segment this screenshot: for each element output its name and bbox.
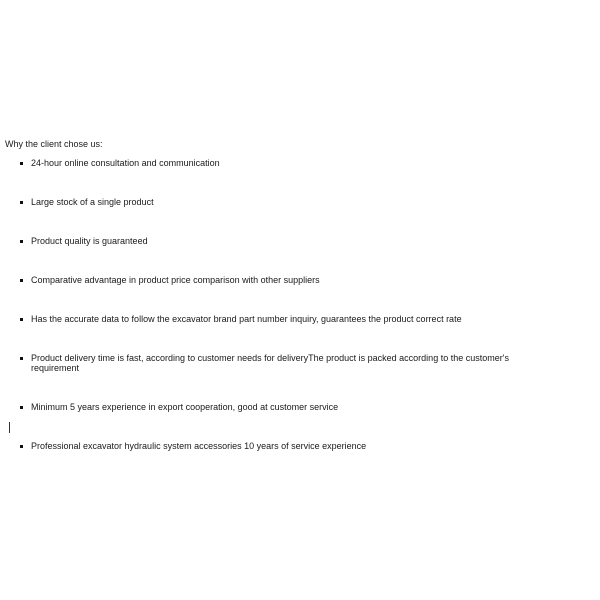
list-item [5, 353, 536, 373]
square-bullet-icon [20, 162, 23, 165]
list-item [5, 236, 536, 246]
reasons-list [5, 158, 565, 451]
list-item-text: Product delivery time is fast, according to customer needs for deliveryThe product is packed according to the customer's requirement [31, 353, 509, 373]
list-item [5, 275, 536, 285]
square-bullet-icon [20, 201, 23, 204]
list-item [5, 314, 536, 324]
document-body [5, 139, 565, 451]
square-bullet-icon [20, 445, 23, 448]
square-bullet-icon [20, 406, 23, 409]
list-item-text: 24-hour online consultation and communication [31, 158, 220, 168]
list-item-text: Product quality is guaranteed [31, 236, 148, 246]
list-item-text: Large stock of a single product [31, 197, 154, 207]
list-item-text: Minimum 5 years experience in export cooperation, good at customer service [31, 402, 339, 412]
list-item [5, 402, 536, 412]
square-bullet-icon [20, 279, 23, 282]
intro-text: Why the client chose us: [5, 139, 103, 149]
list-item-text: Professional excavator hydraulic system accessories 10 years of service experience [31, 441, 367, 451]
square-bullet-icon [20, 318, 23, 321]
square-bullet-icon [20, 357, 23, 360]
text-cursor[interactable] [9, 422, 10, 433]
list-item-text: Comparative advantage in product price comparison with other suppliers [31, 275, 320, 285]
list-item [5, 158, 536, 168]
list-item-text: Has the accurate data to follow the excavator brand part number inquiry, guarantees the product correct rate [31, 314, 462, 324]
list-item [5, 197, 536, 207]
square-bullet-icon [20, 240, 23, 243]
list-item [5, 441, 536, 451]
